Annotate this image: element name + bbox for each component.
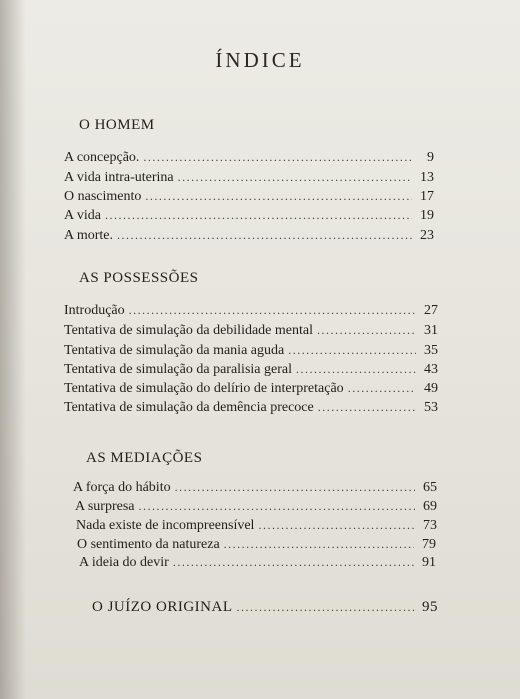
toc-entry[interactable] (64, 150, 434, 170)
toc-entry-page: 91 (422, 555, 436, 570)
toc-entry-label: Tentativa de simulação da debilidade mental (64, 323, 313, 338)
dot-leader (288, 343, 416, 358)
toc-entry[interactable] (64, 400, 438, 420)
toc-entry-page: 65 (423, 480, 437, 495)
page-edge-shadow (0, 0, 26, 699)
toc-entry-label: Introdução (64, 303, 125, 318)
section-heading-as-mediacoes: AS MEDIAÇÕES (86, 450, 203, 466)
dot-leader (258, 518, 415, 533)
dot-leader (224, 537, 414, 552)
toc-entry-label: Tentativa de simulação da mania aguda (64, 343, 285, 358)
toc-entry-label: O sentimento da natureza (77, 537, 220, 552)
toc-entry[interactable] (77, 537, 436, 557)
toc-entry-page: 9 (427, 150, 434, 165)
toc-entry-page: 79 (422, 537, 436, 552)
toc-entry-page: 53 (424, 400, 438, 415)
toc-entry-label: A força do hábito (73, 480, 171, 495)
dot-leader (236, 600, 416, 615)
dot-leader (117, 228, 412, 243)
dot-leader (296, 362, 416, 377)
toc-entry-label: Nada existe de incompreensível (76, 518, 255, 533)
dot-leader (173, 555, 414, 570)
toc-entry[interactable] (64, 189, 434, 209)
dot-leader (348, 381, 416, 396)
page-title: ÍNDICE (215, 48, 305, 72)
dot-leader (318, 400, 416, 415)
toc-entry[interactable] (64, 170, 434, 190)
toc-entry-label: A vida (64, 208, 101, 223)
toc-entry[interactable] (64, 323, 438, 343)
dot-leader (139, 499, 416, 514)
toc-entry-label: Tentativa de simulação do delírio de interpretação (64, 381, 344, 396)
toc-entry-juizo-original[interactable] (92, 599, 438, 619)
toc-entry-page: 13 (420, 170, 434, 185)
section-heading-o-homem: O HOMEM (79, 117, 155, 133)
toc-entry-label: Tentativa de simulação da paralisia geral (64, 362, 292, 377)
toc-entry-page: 27 (424, 303, 438, 318)
toc-entry[interactable] (64, 362, 438, 382)
toc-entry[interactable] (64, 343, 438, 363)
dot-leader (317, 323, 416, 338)
dot-leader (143, 150, 412, 165)
toc-entry-label: A morte. (64, 228, 113, 243)
toc-entry-page: 43 (424, 362, 438, 377)
toc-entry-page: 17 (420, 189, 434, 204)
toc-entry-label: O nascimento (64, 189, 142, 204)
toc-entry-page: 95 (422, 599, 438, 615)
section-heading-as-possessoes: AS POSSESSÕES (79, 270, 199, 286)
toc-entry[interactable] (75, 499, 437, 519)
toc-entry-page: 73 (423, 518, 437, 533)
toc-entry-label: A ideia do devir (79, 555, 169, 570)
toc-entry-page: 49 (424, 381, 438, 396)
toc-entry[interactable] (64, 303, 438, 323)
toc-entry[interactable] (73, 480, 437, 500)
dot-leader (178, 170, 412, 185)
dot-leader (175, 480, 415, 495)
dot-leader (105, 208, 412, 223)
toc-entry-label: O JUÍZO ORIGINAL (92, 599, 233, 615)
toc-entry-label: A concepção. (64, 150, 140, 165)
toc-entry-page: 19 (420, 208, 434, 223)
toc-entry-label: A vida intra-uterina (64, 170, 174, 185)
dot-leader (145, 189, 412, 204)
dot-leader (129, 303, 416, 318)
toc-entry[interactable] (64, 381, 438, 401)
toc-entry-page: 23 (420, 228, 434, 243)
toc-entry-page: 35 (424, 343, 438, 358)
toc-entry-page: 69 (423, 499, 437, 514)
toc-entry[interactable] (76, 518, 437, 538)
toc-entry-page: 31 (424, 323, 438, 338)
toc-entry-label: Tentativa de simulação da demência precoce (64, 400, 314, 415)
toc-entry[interactable] (79, 555, 436, 575)
toc-entry[interactable] (64, 228, 434, 248)
toc-entry[interactable] (64, 208, 434, 228)
toc-entry-label: A surpresa (75, 499, 135, 514)
